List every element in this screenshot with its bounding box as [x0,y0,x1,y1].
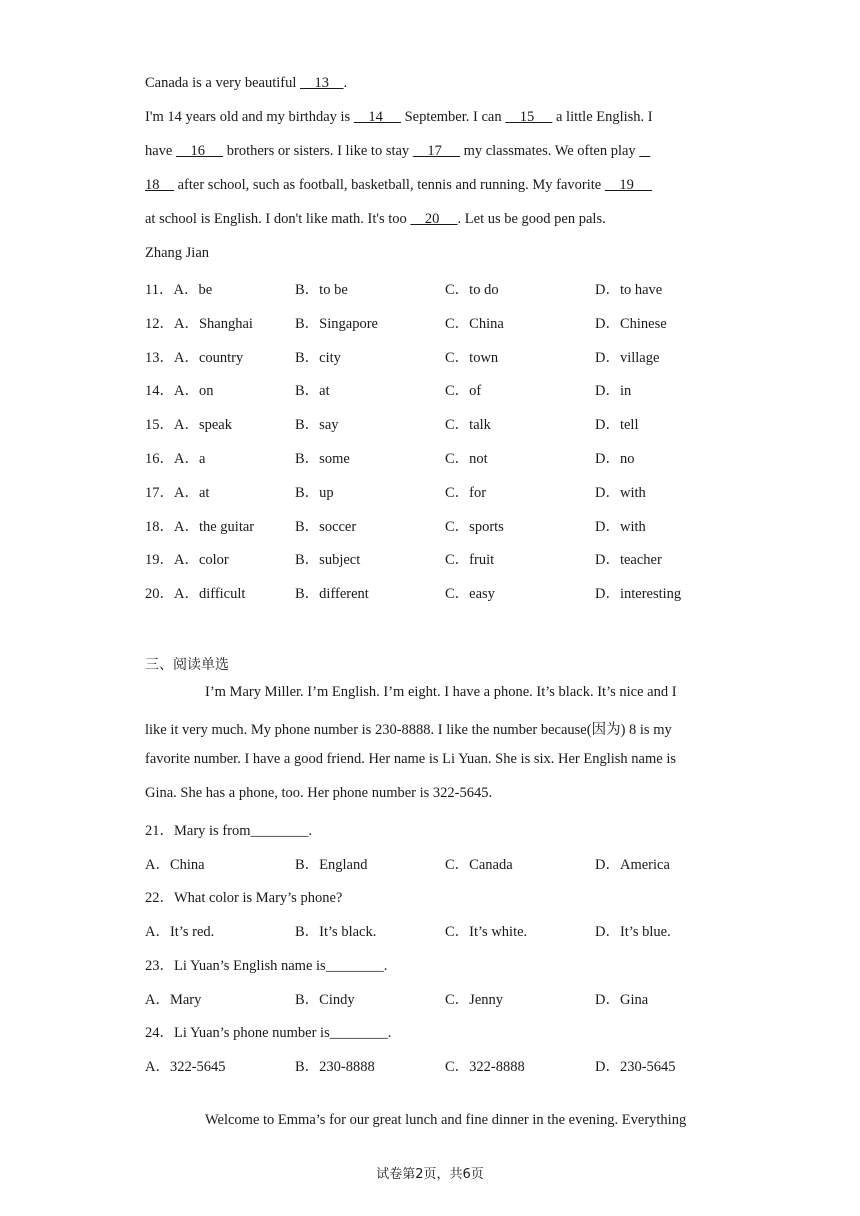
question-number: 20． [145,586,174,602]
cloze-text: . [343,75,348,91]
question-stem: 23．Li Yuan’s English name is________. [145,958,388,974]
question-number-and-option-a [145,481,209,502]
cloze-line-2 [145,109,653,126]
option-c[interactable]: C．322-8888 [445,1059,525,1075]
options-row [145,1055,745,1075]
cloze-text: I'm 14 years old and my birthday is [145,109,354,125]
question-number: 15． [145,417,174,433]
option-a[interactable]: A．a [174,451,206,467]
question-number-and-option-a [145,413,232,434]
option-b[interactable]: B．different [295,586,369,602]
question-number: 13． [145,350,174,366]
option-c[interactable]: C．China [445,316,504,332]
blank-14: 14 [353,109,401,125]
blank-18-start [639,143,650,159]
blank-13: 13 [300,75,344,91]
option-c[interactable]: C．It’s white. [445,924,528,940]
option-d[interactable]: D．tell [595,417,639,433]
option-a[interactable]: A．difficult [174,586,246,602]
blank-17: 17 [412,143,460,159]
blank-20: 20 [410,211,458,227]
option-a[interactable]: A．at [174,485,210,501]
option-b[interactable]: B．Cindy [295,992,355,1008]
page-footer: 试卷第2页，共6页 [376,1167,484,1182]
cloze-question-row [145,447,745,467]
option-a[interactable]: A．country [174,350,244,366]
question-number: 19． [145,552,174,568]
option-b[interactable]: B．230-8888 [295,1059,375,1075]
question-number: 16． [145,451,174,467]
option-a[interactable]: A．the guitar [174,519,255,535]
option-b[interactable]: B．It’s black. [295,924,377,940]
option-d[interactable]: D．America [595,857,670,873]
option-a[interactable]: A．China [145,857,205,873]
option-d[interactable]: D．Gina [595,992,649,1008]
option-b[interactable]: B．city [295,350,341,366]
option-b[interactable]: B．at [295,383,330,399]
option-c[interactable]: C．sports [445,519,504,535]
signature: Zhang Jian [145,245,210,261]
blank-18: 18 [145,177,174,193]
cloze-text: Canada is a very beautiful [145,75,301,91]
question-stem: 22．What color is Mary’s phone? [145,890,343,906]
question-number-and-option-a [145,346,243,367]
question-number-and-option-a [145,379,213,400]
option-d[interactable]: D．with [595,519,646,535]
cloze-question-row [145,346,745,366]
question-stem: 21．Mary is from________. [145,823,313,839]
option-c[interactable]: C．Jenny [445,992,503,1008]
option-d[interactable]: D．teacher [595,552,662,568]
question-number-and-option-a [145,278,212,299]
cloze-text: my classmates. We often play [459,143,640,159]
cloze-question-row [145,312,745,332]
option-d[interactable]: D．Chinese [595,316,667,332]
option-d[interactable]: D．It’s blue. [595,924,671,940]
cloze-question-row [145,515,745,535]
cloze-line-5 [145,211,606,228]
option-d[interactable]: D．to have [595,282,663,298]
option-d[interactable]: D．230-5645 [595,1059,676,1075]
cloze-line-3 [145,143,650,160]
cloze-text: September. I can [400,109,506,125]
passage-line: I’m Mary Miller. I’m English. I’m eight. I have a phone. It’s black. It’s nice and I [205,684,677,700]
option-c[interactable]: C．easy [445,586,495,602]
options-row [145,853,745,873]
question-number-and-option-a [145,548,229,569]
option-a[interactable]: A．322-5645 [145,1059,226,1075]
next-passage-start: Welcome to Emma’s for our great lunch and fine dinner in the evening. Everything [205,1112,687,1128]
option-a[interactable]: A．It’s red. [145,924,215,940]
question-number-and-option-a [145,447,205,468]
blank-16: 16 [176,143,224,159]
option-c[interactable]: C．not [445,451,488,467]
option-b[interactable]: B．some [295,451,350,467]
cloze-text: brothers or sisters. I like to stay [223,143,413,159]
question-number-and-option-a [145,515,254,536]
options-row [145,988,745,1008]
option-a[interactable]: A．Mary [145,992,202,1008]
cloze-line-4 [145,177,652,194]
question-number-and-option-a [145,312,253,333]
passage-line: Gina. She has a phone, too. Her phone number is 322-5645. [145,785,493,801]
option-b[interactable]: B．to be [295,282,348,298]
cloze-text: have [145,143,176,159]
question-number: 14． [145,383,174,399]
cloze-line-1 [145,75,347,92]
blank-15: 15 [505,109,553,125]
question-stem: 24．Li Yuan’s phone number is________. [145,1025,392,1041]
cloze-text: after school, such as football, basketball, tennis and running. My favorite [174,177,605,193]
option-c[interactable]: C．talk [445,417,491,433]
option-b[interactable]: B．England [295,857,368,873]
options-row [145,920,745,940]
option-d[interactable]: D．village [595,350,660,366]
option-c[interactable]: C．of [445,383,482,399]
cloze-question-row [145,548,745,568]
option-a[interactable]: A．on [174,383,214,399]
option-c[interactable]: C．for [445,485,487,501]
option-d[interactable]: D．in [595,383,632,399]
passage-line: favorite number. I have a good friend. Her name is Li Yuan. She is six. Her English name is [145,751,676,767]
cloze-text: . Let us be good pen pals. [457,211,606,227]
option-b[interactable]: B．up [295,485,334,501]
cloze-question-row [145,582,745,602]
option-b[interactable]: B．say [295,417,339,433]
option-a[interactable]: A．Shanghai [174,316,253,332]
option-c[interactable]: C．Canada [445,857,513,873]
cloze-question-row [145,379,745,399]
option-a[interactable]: A．speak [174,417,232,433]
section-title: 三、阅读单选 [145,657,229,673]
option-a[interactable]: A．be [173,282,213,298]
question-number: 11． [145,282,174,298]
option-a[interactable]: A．color [174,552,229,568]
cloze-question-row [145,413,745,433]
option-c[interactable]: C．to do [445,282,499,298]
option-d[interactable]: D．interesting [595,586,682,602]
cloze-question-row [145,481,745,501]
question-number-and-option-a [145,582,245,603]
option-b[interactable]: B．soccer [295,519,357,535]
cloze-text: at school is English. I don't like math. It's too [145,211,411,227]
option-b[interactable]: B．subject [295,552,361,568]
option-d[interactable]: D．with [595,485,646,501]
option-b[interactable]: B．Singapore [295,316,378,332]
passage-line: like it very much. My phone number is 230-8888. I like the number because(因为) 8 is my [145,722,672,738]
option-d[interactable]: D．no [595,451,635,467]
blank-19: 19 [604,177,652,193]
question-number: 17． [145,485,174,501]
cloze-question-row [145,278,745,298]
option-c[interactable]: C．town [445,350,499,366]
option-c[interactable]: C．fruit [445,552,495,568]
question-number: 18． [145,519,174,535]
cloze-text: a little English. I [552,109,653,125]
question-number: 12． [145,316,174,332]
